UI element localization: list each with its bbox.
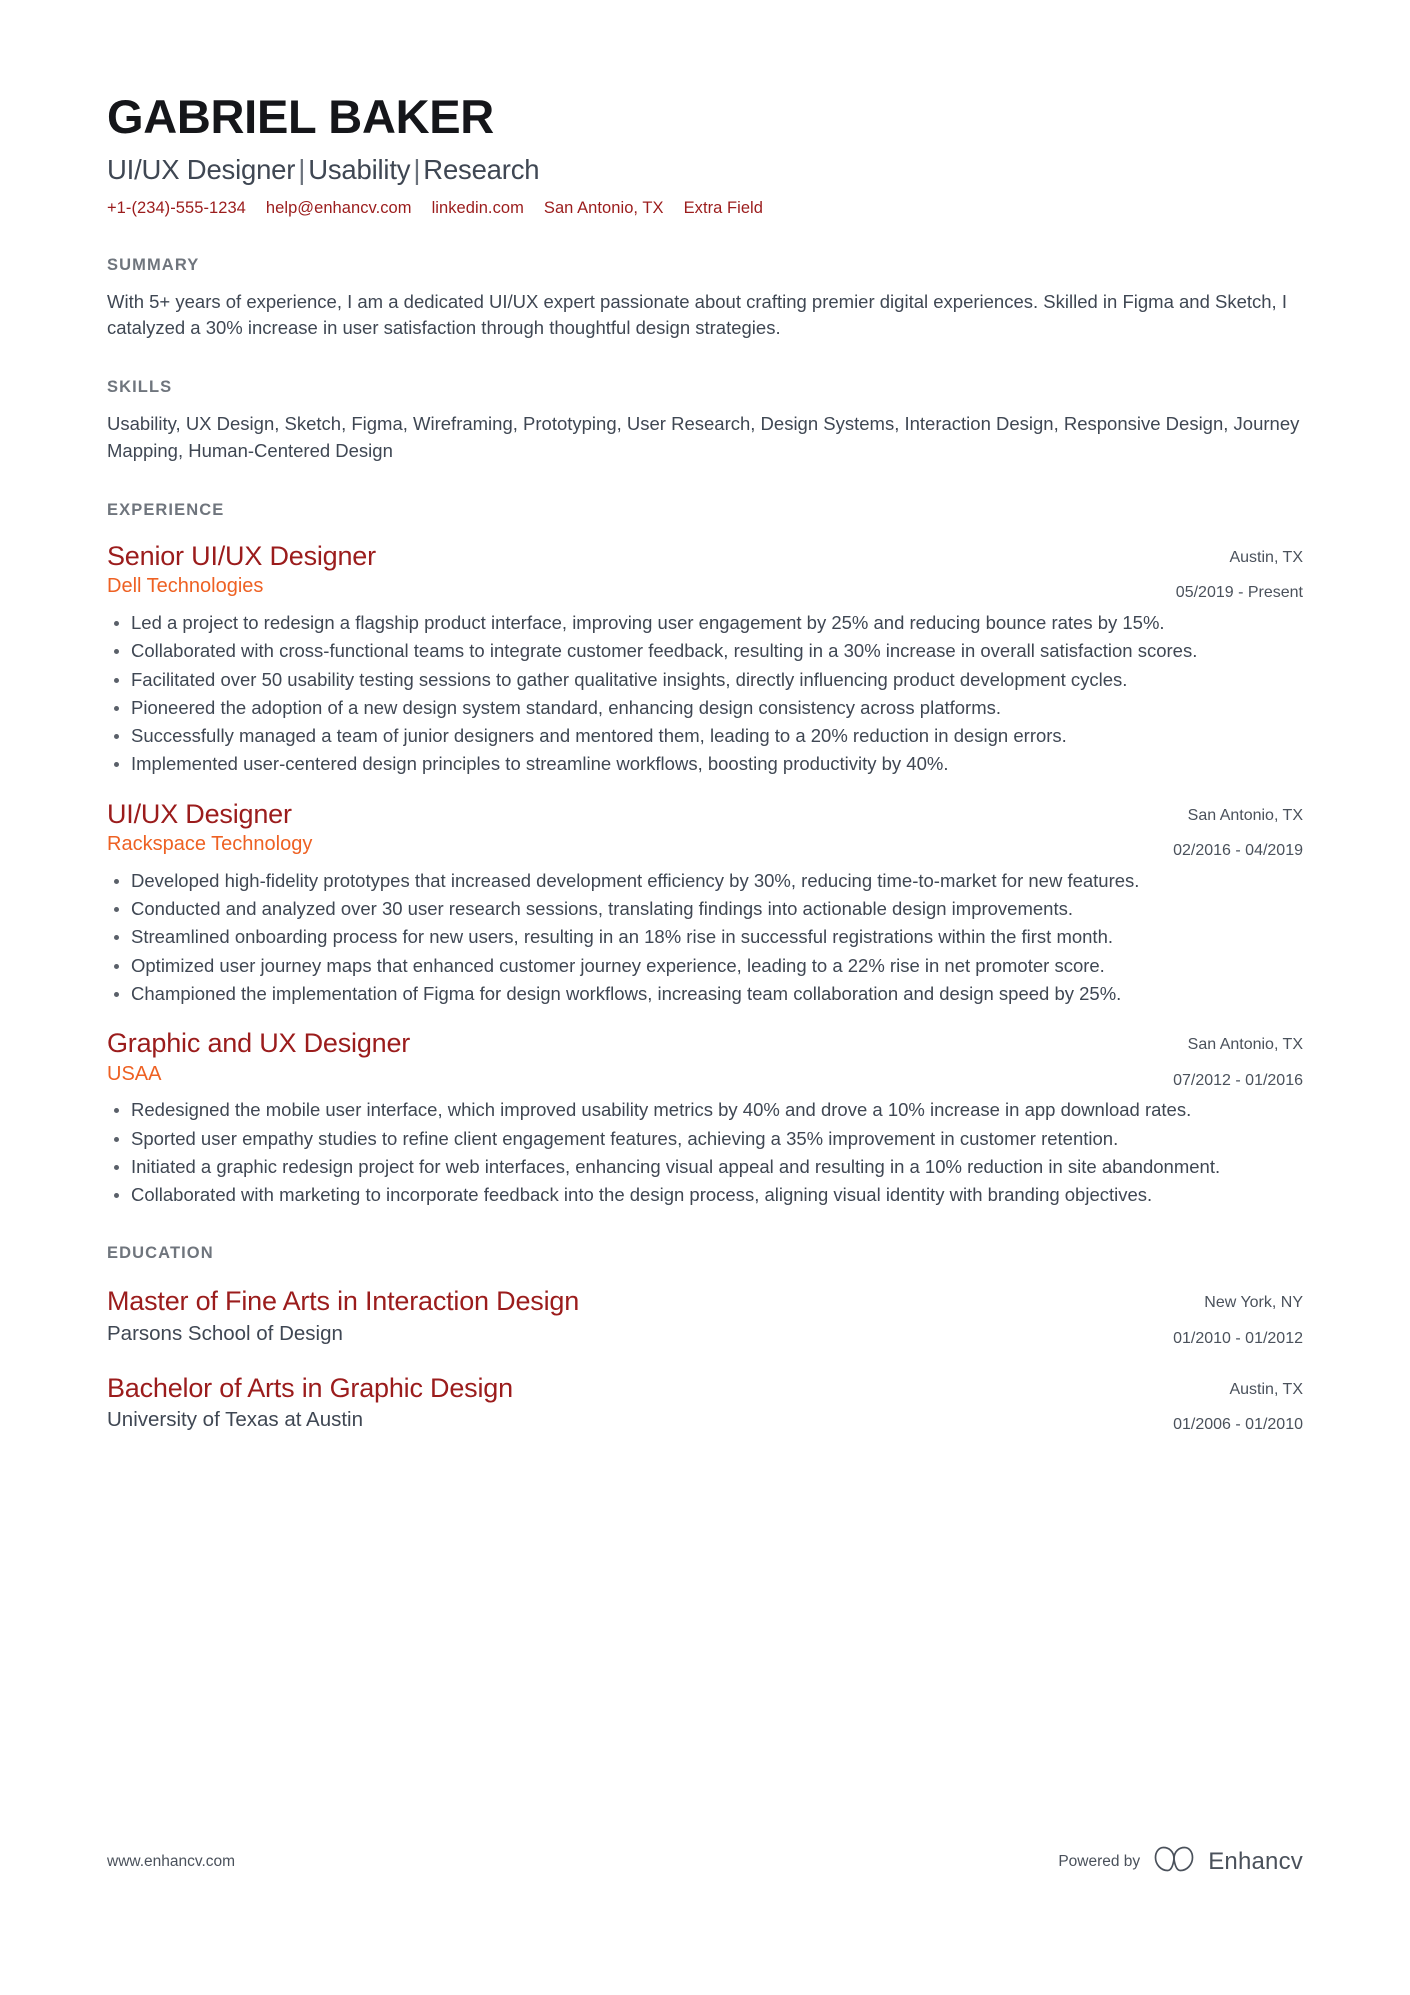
- experience-bullet: Facilitated over 50 usability testing sessions to gather qualitative insights, directly influencing product development cycles.: [107, 667, 1303, 693]
- education-entry-header: [107, 1372, 1303, 1436]
- powered-by-label: Powered by: [1058, 1852, 1141, 1870]
- education-location: Austin, TX: [1229, 1380, 1303, 1398]
- education-school: University of Texas at Austin: [107, 1408, 363, 1431]
- education-school: Parsons School of Design: [107, 1321, 343, 1345]
- experience-bullet: Pioneered the adoption of a new design system standard, enhancing design consistency across platforms.: [107, 695, 1303, 721]
- experience-company: Dell Technologies: [107, 575, 264, 598]
- experience-bullet-list: [107, 1097, 1303, 1208]
- headline-separator-1: |: [298, 153, 306, 185]
- experience-section: [107, 501, 1303, 1209]
- experience-location: Austin, TX: [1229, 548, 1303, 566]
- contact-extra-field: Extra Field: [683, 199, 764, 218]
- experience-bullet: Optimized user journey maps that enhanced customer journey experience, leading to a 22% rise in net promoter score.: [107, 953, 1303, 979]
- experience-bullet: Conducted and analyzed over 30 user research sessions, translating findings into actionable design improvements.: [107, 896, 1303, 922]
- experience-entry-header: [107, 798, 1303, 862]
- experience-bullet: Initiated a graphic redesign project for web interfaces, enhancing visual appeal and resulting in a 10% reduction in site abandonment.: [107, 1154, 1303, 1180]
- experience-bullet: Sported user empathy studies to refine client engagement features, achieving a 35% improvement in customer retention.: [107, 1126, 1303, 1152]
- summary-section: [107, 256, 1303, 343]
- page-footer: [107, 1846, 1303, 1877]
- experience-bullet: Developed high-fidelity prototypes that increased development efficiency by 30%, reducing time-to-market for new features.: [107, 868, 1303, 894]
- experience-bullet: Collaborated with cross-functional teams to integrate customer feedback, resulting in a 30% increase in overall satisfaction scores.: [107, 638, 1303, 664]
- contact-email[interactable]: help@enhancv.com: [265, 199, 412, 218]
- experience-bullet: Championed the implementation of Figma for design workflows, increasing team collaboration and design speed by 25%.: [107, 981, 1303, 1007]
- education-degree: Master of Fine Arts in Interaction Design: [107, 1286, 580, 1317]
- headline-part-2: Usability: [308, 153, 411, 185]
- summary-section-title: SUMMARY: [107, 255, 200, 274]
- experience-bullet: Implemented user-centered design principles to streamline workflows, boosting productivity by 40%.: [107, 751, 1303, 777]
- brand-name-label: Enhancv: [1208, 1847, 1303, 1875]
- resume-content: [107, 0, 1303, 1436]
- experience-section-title: EXPERIENCE: [107, 500, 225, 519]
- headline-part-1: UI/UX Designer: [107, 153, 296, 185]
- enhancv-infinity-logo-icon: [1154, 1846, 1194, 1877]
- skills-text: Usability, UX Design, Sketch, Figma, Wireframing, Prototyping, User Research, Design Systems, Interaction Design, Responsive Design, Journey Mapping, Human-Centered Design: [107, 413, 1300, 462]
- education-section: [107, 1244, 1303, 1435]
- experience-dates: 02/2016 - 04/2019: [1173, 842, 1303, 860]
- footer-branding: [1058, 1846, 1303, 1877]
- experience-bullet-list: [107, 868, 1303, 1007]
- experience-bullet: Streamlined onboarding process for new users, resulting in an 18% rise in successful registrations within the first month.: [107, 924, 1303, 950]
- contact-phone[interactable]: +1-(234)-555-1234: [107, 199, 246, 218]
- education-entry: [107, 1372, 1303, 1436]
- headline-part-3: Research: [423, 153, 540, 185]
- footer-website-url[interactable]: www.enhancv.com: [107, 1852, 236, 1870]
- experience-entry: [107, 1027, 1303, 1208]
- experience-bullet: Led a project to redesign a flagship product interface, improving user engagement by 25% and reducing bounce rates by 15%.: [107, 610, 1303, 636]
- skills-section-title: SKILLS: [107, 378, 173, 397]
- experience-bullet-list: [107, 610, 1303, 778]
- experience-company: USAA: [107, 1062, 162, 1085]
- experience-company: Rackspace Technology: [107, 833, 313, 856]
- education-entry: [107, 1285, 1303, 1349]
- experience-job-title: UI/UX Designer: [107, 798, 292, 829]
- experience-bullet: Collaborated with marketing to incorporate feedback into the design process, aligning visual identity with branding objectives.: [107, 1182, 1303, 1208]
- education-degree: Bachelor of Arts in Graphic Design: [107, 1372, 513, 1403]
- education-section-title: EDUCATION: [107, 1244, 214, 1263]
- skills-section: [107, 378, 1303, 465]
- contact-location: San Antonio, TX: [543, 199, 664, 218]
- experience-dates: 05/2019 - Present: [1175, 584, 1303, 602]
- experience-entry: [107, 540, 1303, 778]
- education-entry-header: [107, 1285, 1303, 1349]
- education-dates: 01/2010 - 01/2012: [1173, 1330, 1303, 1348]
- experience-entry: [107, 798, 1303, 1008]
- headline-separator-2: |: [413, 153, 421, 185]
- education-dates: 01/2006 - 01/2010: [1173, 1416, 1303, 1434]
- contact-linkedin[interactable]: linkedin.com: [431, 199, 524, 218]
- experience-location: San Antonio, TX: [1187, 1036, 1303, 1054]
- candidate-headline: [107, 153, 1303, 187]
- experience-bullet: Redesigned the mobile user interface, which improved usability metrics by 40% and drove a 10% increase in app download rates.: [107, 1097, 1303, 1123]
- contact-row: [107, 198, 1303, 219]
- education-location: New York, NY: [1204, 1294, 1303, 1312]
- experience-entry-header: [107, 1027, 1303, 1091]
- experience-entry-header: [107, 540, 1303, 604]
- summary-text: With 5+ years of experience, I am a dedicated UI/UX expert passionate about crafting premier digital experiences. Skilled in Figma and Sketch, I catalyzed a 30% increase in user satisfaction through thoughtful design strategies.: [107, 290, 1287, 339]
- experience-job-title: Senior UI/UX Designer: [107, 540, 376, 571]
- candidate-name: GABRIEL BAKER: [107, 90, 494, 143]
- experience-job-title: Graphic and UX Designer: [107, 1028, 411, 1059]
- resume-header: [107, 0, 1303, 220]
- experience-bullet: Successfully managed a team of junior designers and mentored them, leading to a 20% reduction in design errors.: [107, 723, 1303, 749]
- experience-location: San Antonio, TX: [1187, 806, 1303, 824]
- experience-dates: 07/2012 - 01/2016: [1173, 1071, 1303, 1089]
